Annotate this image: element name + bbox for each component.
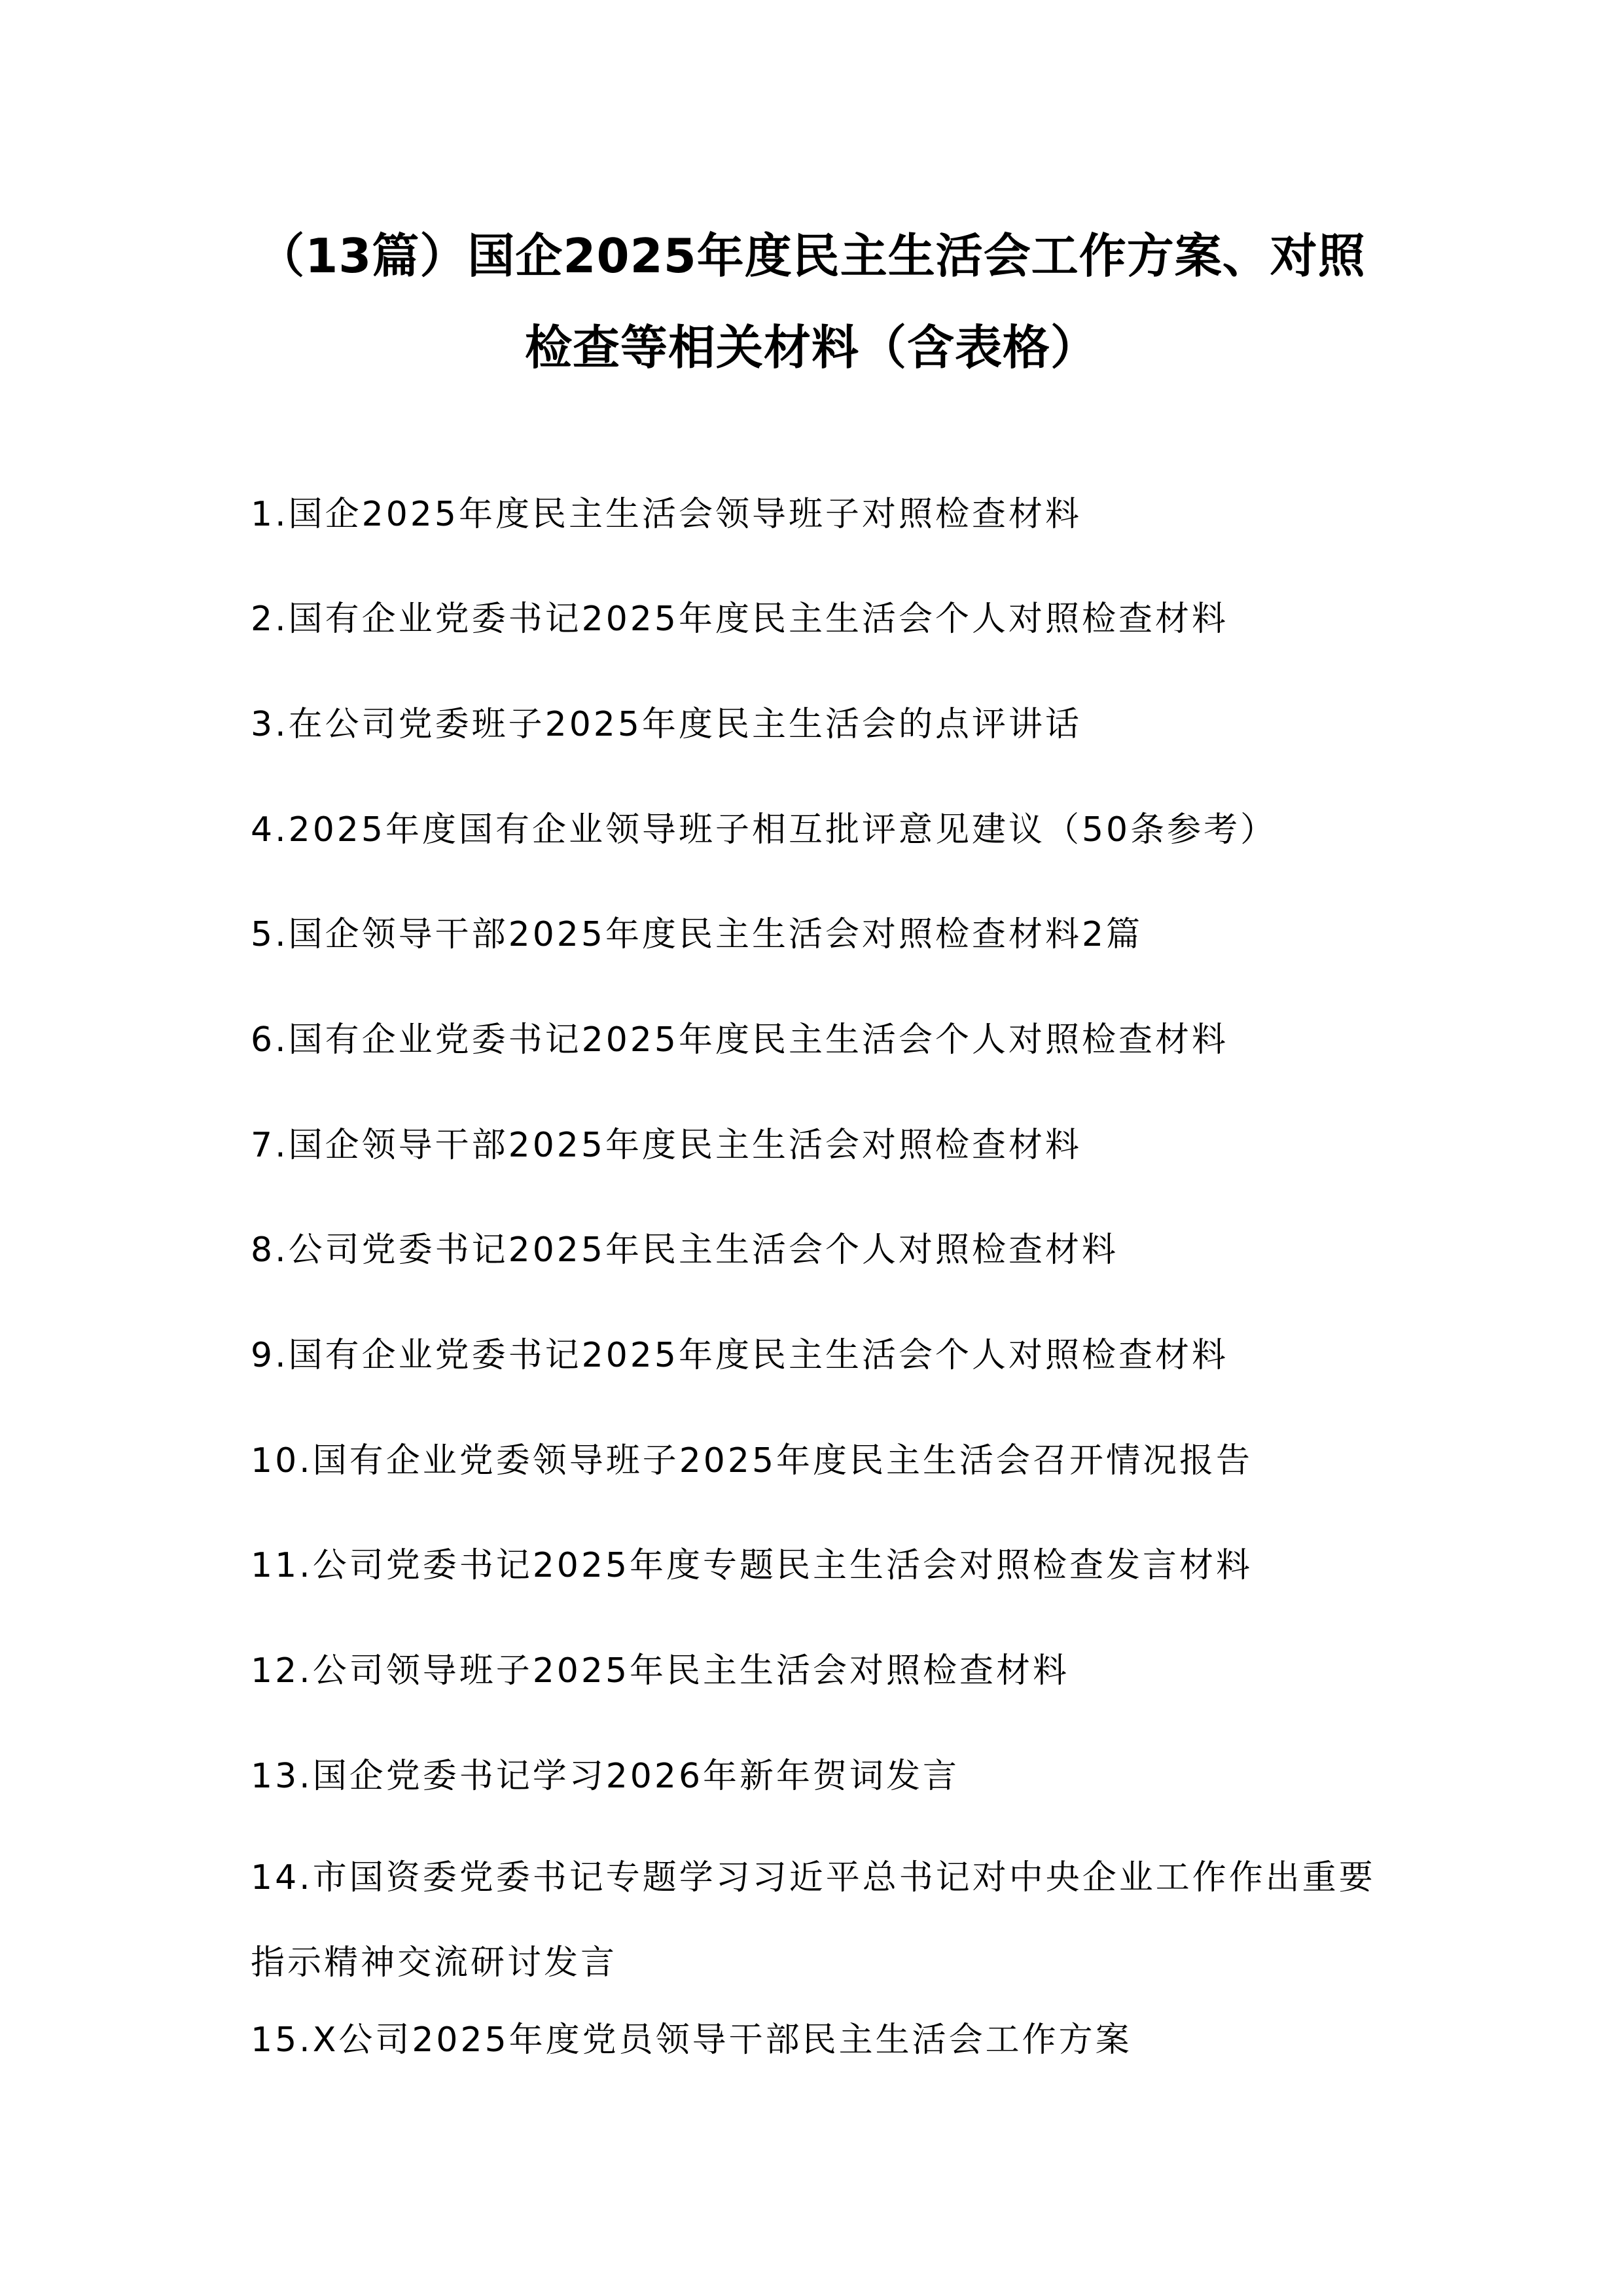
toc-item-13: 13.国企党委书记学习2026年新年贺词发言 <box>251 1757 960 1796</box>
toc-item-11: 11.公司党委书记2025年度专题民主生活会对照检查发言材料 <box>251 1546 1253 1585</box>
toc-item-10: 10.国有企业党委领导班子2025年度民主生活会召开情况报告 <box>251 1441 1253 1480</box>
toc-item-2: 2.国有企业党委书记2025年度民主生活会个人对照检查材料 <box>251 600 1228 639</box>
toc-item-6: 6.国有企业党委书记2025年度民主生活会个人对照检查材料 <box>251 1020 1228 1060</box>
toc-item-7: 7.国企领导干部2025年度民主生活会对照检查材料 <box>251 1126 1082 1165</box>
toc-item-8: 8.公司党委书记2025年民主生活会个人对照检查材料 <box>251 1230 1118 1270</box>
toc-item-4: 4.2025年度国有企业领导班子相互批评意见建议（50条参考） <box>251 810 1277 850</box>
document-title-line-1: （13篇）国企2025年度民主生活会工作方案、对照 <box>257 228 1366 283</box>
toc-item-5: 5.国企领导干部2025年度民主生活会对照检查材料2篇 <box>251 915 1143 954</box>
document-title-line-2: 检查等相关材料（含表格） <box>524 320 1098 375</box>
toc-item-14: 14.市国资委党委书记专题学习习近平总书记对中央企业工作作出重要指示精神交流研讨发言 <box>251 1858 1376 1982</box>
toc-item-9: 9.国有企业党委书记2025年度民主生活会个人对照检查材料 <box>251 1336 1228 1375</box>
toc-item-3: 3.在公司党委班子2025年度民主生活会的点评讲话 <box>251 705 1082 744</box>
toc-item-12: 12.公司领导班子2025年民主生活会对照检查材料 <box>251 1651 1070 1691</box>
toc-item-15: 15.X公司2025年度党员领导干部民主生活会工作方案 <box>251 2020 1132 2060</box>
toc-item-1: 1.国企2025年度民主生活会领导班子对照检查材料 <box>251 495 1082 534</box>
